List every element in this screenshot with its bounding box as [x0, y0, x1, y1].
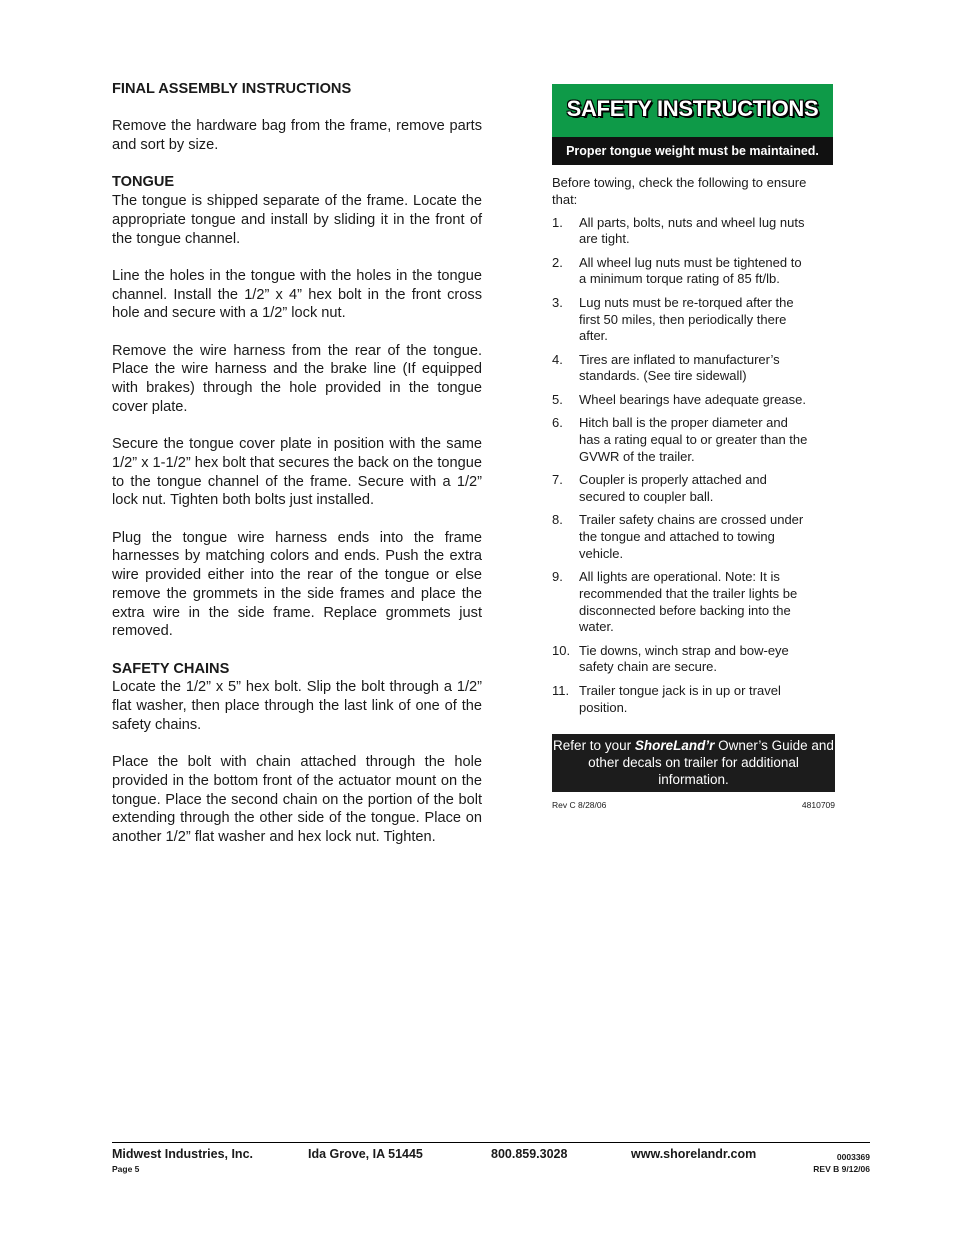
checklist-item	[552, 415, 835, 465]
checklist-item-number: 11.	[552, 682, 570, 698]
tongue-paragraph-1: The tongue is shipped separate of the frame. Locate the appropriate tongue and install by sliding it in the front of the tongue channel.	[112, 193, 482, 247]
checklist-item-number: 10.	[552, 642, 571, 658]
section-heading-safety-chains: SAFETY CHAINS	[112, 660, 230, 677]
footer-doc-number: 0003369	[836, 1152, 870, 1162]
checklist-item	[552, 683, 835, 717]
decal-title: SAFETY INSTRUCTIONS	[566, 96, 819, 121]
checklist-item-number: 9.	[552, 568, 563, 584]
footer-city: Ida Grove, IA 51445	[308, 1147, 423, 1161]
chains-paragraph-1: Locate the 1/2” x 5” hex bolt. Slip the bolt through a 1/2” flat washer, then place through the last link of one of the safety chains.	[112, 679, 482, 733]
decal-part-number: 4810709	[801, 800, 835, 811]
chains-paragraph-2: Place the bolt with chain attached through the hole provided in the bottom front of the actuator mount on the tongue. Place the second chain on the portion of the bolt extending through the other side of the tongue. Place on another 1/2” flat washer and hex lock nut. Tighten.	[112, 754, 482, 845]
checklist-item	[552, 569, 835, 636]
checklist-item	[552, 215, 835, 249]
checklist-item-number: 7.	[552, 471, 563, 487]
note-brand: ShoreLand’r	[634, 738, 715, 754]
footer-divider	[112, 1142, 870, 1143]
safety-decal	[552, 84, 835, 810]
checklist-item	[552, 352, 835, 386]
checklist-item-number: 1.	[552, 214, 563, 230]
intro-paragraph: Remove the hardware bag from the frame, remove parts and sort by size.	[112, 118, 482, 154]
decal-header	[552, 84, 833, 165]
checklist-item-text: All lights are operational. Note: It is recommended that the trailer lights be disconnected before backing into the water.	[579, 568, 798, 635]
decal-footer	[552, 800, 835, 810]
tongue-paragraph-4: Secure the tongue cover plate in position with the same 1/2” x 1-1/2” hex bolt that secures the back on the tongue to the tongue channel of the frame. Secure with a 1/2” lock nut. Tighten both bolts just installed.	[112, 436, 482, 509]
checklist-item	[552, 295, 835, 345]
note-text-pre: Refer to your	[553, 738, 635, 754]
tongue-paragraph-2: Line the holes in the tongue with the holes in the tongue channel. Install the 1/2” x 4” hex bolt in the front cross hole and secure with a 1/2” lock nut.	[112, 267, 482, 322]
checklist-item-number: 2.	[552, 254, 563, 270]
tongue-paragraph-5: Plug the tongue wire harness ends into the frame harnesses by matching colors and ends. Push the extra wire provided either into the rear of the tongue or else remove the grommets in the side frames and place the extra wire in the side frame. Replace grommets just removed.	[112, 529, 482, 640]
checklist-item	[552, 643, 835, 677]
checklist-item	[552, 255, 835, 289]
section-heading-tongue: TONGUE	[112, 174, 175, 191]
decal-revision: Rev C 8/28/06	[552, 800, 607, 811]
decal-intro: Before towing, check the following to ensure that:	[552, 175, 807, 207]
checklist-item-number: 8.	[552, 512, 563, 528]
footer-revision: REV B 9/12/06	[813, 1164, 870, 1174]
footer-phone: 800.859.3028	[491, 1147, 568, 1161]
checklist-item-text: Lug nuts must be re-torqued after the first 50 miles, then periodically there after.	[579, 294, 794, 344]
assembly-instructions	[112, 80, 482, 847]
decal-subtitle: Proper tongue weight must be maintained.	[552, 137, 833, 165]
checklist-item-number: 5.	[552, 391, 563, 407]
footer-page-number: Page 5	[112, 1164, 140, 1174]
checklist-item-text: Tie downs, winch strap and bow-eye safety chain are secure.	[579, 642, 789, 675]
checklist-item-text: Tires are inflated to manufacturer’s standards. (See tire sidewall)	[579, 351, 780, 384]
tongue-paragraph-3: Remove the wire harness from the rear of the tongue. Place the wire harness and the brake line (If equipped with brakes) through the hole provided in the tongue cover plate.	[112, 342, 482, 415]
checklist-item-text: Wheel bearings have adequate grease.	[579, 391, 806, 407]
checklist-item-text: All wheel lug nuts must be tightened to a minimum torque rating of 85 ft/lb.	[579, 254, 802, 287]
checklist-item	[552, 512, 835, 562]
footer-website: www.shorelandr.com	[631, 1147, 757, 1161]
checklist-item-text: Trailer safety chains are crossed under the tongue and attached to towing vehicle.	[579, 512, 804, 561]
checklist-item-text: Trailer tongue jack is in up or travel position.	[579, 682, 781, 715]
note-text-post: Owner’s Guide and other decals on trailer for additional information.	[588, 738, 834, 788]
checklist-item-number: 3.	[552, 294, 563, 310]
owners-guide-note	[552, 734, 835, 792]
section-heading-final-assembly: FINAL ASSEMBLY INSTRUCTIONS	[112, 81, 352, 97]
checklist-item-text: Coupler is properly attached and secured to coupler ball.	[579, 471, 767, 504]
checklist	[552, 215, 835, 717]
checklist-item-text: Hitch ball is the proper diameter and has a rating equal to or greater than the GVWR of the trailer.	[579, 415, 808, 464]
checklist-item-number: 6.	[552, 415, 563, 431]
checklist-item-text: All parts, bolts, nuts and wheel lug nuts are tight.	[579, 214, 805, 247]
footer-company: Midwest Industries, Inc.	[112, 1147, 253, 1161]
checklist-item	[552, 392, 835, 409]
checklist-item-number: 4.	[552, 351, 563, 367]
checklist-item	[552, 472, 835, 506]
